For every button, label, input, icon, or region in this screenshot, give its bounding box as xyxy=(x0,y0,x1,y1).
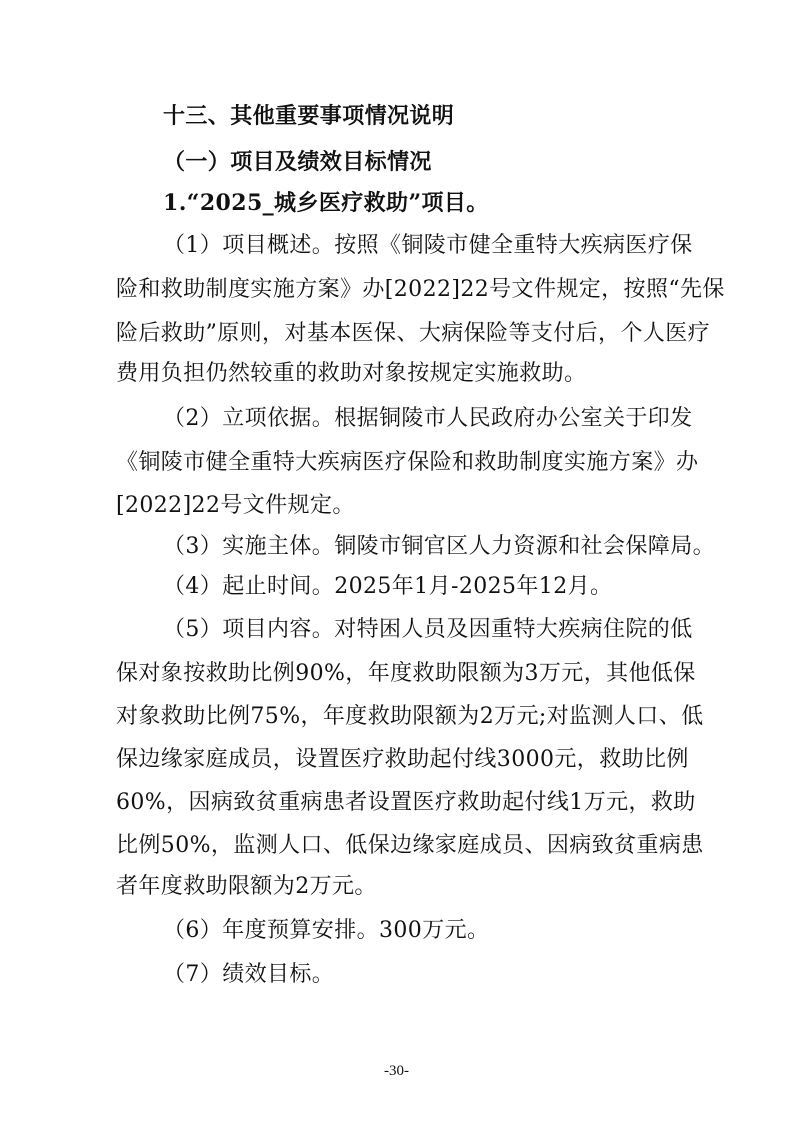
item-heading: 1.“2025_城乡医疗救助”项目。 xyxy=(163,190,489,216)
paragraph-line: （1）项目概述。按照《铜陵市健全重特大疾病医疗保 xyxy=(163,233,693,258)
paragraph-line: 对象救助比例75%，年度救助限额为2万元;对监测人口、低 xyxy=(116,704,704,729)
paragraph-line: （2）立项依据。根据铜陵市人民政府办公室关于印发 xyxy=(163,406,693,431)
paragraph-line: 费用负担仍然较重的救助对象按规定实施救助。 xyxy=(116,361,587,386)
subsection-heading: （一）项目及绩效目标情况 xyxy=(163,149,432,175)
paragraph-line: 险和救助制度实施方案》办[2022]22号文件规定，按照“先保 xyxy=(116,277,725,302)
paragraph-line: （4）起止时间。2025年1月-2025年12月。 xyxy=(163,574,613,599)
paragraph-line: （5）项目内容。对特困人员及因重特大疾病住院的低 xyxy=(163,617,693,642)
paragraph-line: 保边缘家庭成员，设置医疗救助起付线3000元，救助比例 xyxy=(116,747,689,772)
paragraph-line: 60%，因病致贫重病患者设置医疗救助起付线1万元，救助 xyxy=(116,790,696,815)
paragraph-line: （3）实施主体。铜陵市铜官区人力资源和社会保障局。 xyxy=(163,534,715,559)
paragraph-line: 保对象按救助比例90%，年度救助限额为3万元，其他低保 xyxy=(116,661,696,686)
paragraph-line: 《铜陵市健全重特大疾病医疗保险和救助制度实施方案》办 xyxy=(116,450,699,475)
page-number: -30- xyxy=(384,1063,409,1079)
paragraph-line: （7）绩效目标。 xyxy=(163,962,335,987)
paragraph-line: 险后救助”原则，对基本医保、大病保险等支付后，个人医疗 xyxy=(116,321,711,346)
paragraph-line: 者年度救助限额为2万元。 xyxy=(116,874,377,899)
paragraph-line: （6）年度预算安排。300万元。 xyxy=(163,918,490,943)
paragraph-line: [2022]22号文件规定。 xyxy=(116,493,355,518)
paragraph-line: 比例50%，监测人口、低保边缘家庭成员、因病致贫重病患 xyxy=(116,833,704,858)
section-heading: 十三、其他重要事项情况说明 xyxy=(163,103,455,129)
